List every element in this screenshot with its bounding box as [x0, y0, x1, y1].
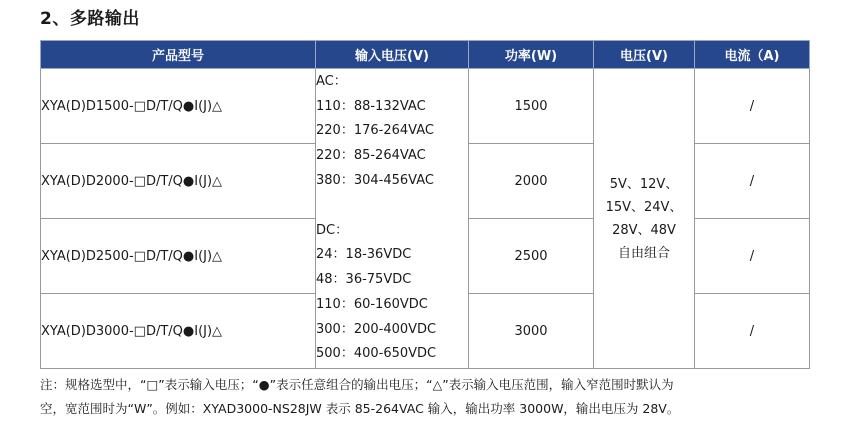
input-voltage-spacer	[316, 194, 468, 219]
footnote-line: 空，宽范围时为“W”。例如：XYAD3000-NS28JW 表示 85-264VAC 输入，输出功率 3000W，输出电压为 28V。	[40, 401, 680, 416]
input-voltage-line: AC：	[316, 73, 347, 89]
header-output-voltage: 电压(V)	[594, 41, 695, 69]
current-cell: /	[695, 219, 810, 294]
header-input-voltage: 输入电压(V)	[316, 41, 469, 69]
input-voltage-line: 300：200-400VDC	[316, 321, 437, 337]
footnote-line: 注：规格选型中，“□”表示输入电压；“●”表示任意组合的输出电压；“△”表示输入电压范围，输入窄范围时默认为	[40, 377, 674, 392]
power-cell: 2500	[469, 219, 594, 294]
power-cell: 3000	[469, 294, 594, 369]
input-voltage-line: 110：60-160VDC	[316, 296, 428, 312]
input-voltage-line: 220：85-264VAC	[316, 148, 426, 164]
output-voltage-line: 28V、48V	[612, 222, 676, 238]
multi-output-spec-table	[40, 40, 810, 369]
input-voltage-line: 24：18-36VDC	[316, 247, 412, 263]
table-row	[41, 69, 810, 144]
output-voltage-line: 自由组合	[617, 245, 670, 261]
current-cell: /	[695, 294, 810, 369]
input-voltage-line: 110：88-132VAC	[316, 98, 426, 114]
output-voltage-line: 15V、24V、	[605, 199, 683, 215]
header-current: 电流（A)	[695, 41, 810, 69]
input-voltage-line: 220：176-264VAC	[316, 123, 434, 139]
input-voltage-line: 380：304-456VAC	[316, 172, 434, 188]
output-voltage-line: 5V、12V、	[609, 176, 679, 192]
model-cell: XYA(D)D3000-□D/T/Q●I(J)△	[41, 294, 316, 369]
input-voltage-line: 48：36-75VDC	[316, 272, 412, 288]
header-model: 产品型号	[41, 41, 316, 69]
model-cell: XYA(D)D2500-□D/T/Q●I(J)△	[41, 219, 316, 294]
power-cell: 2000	[469, 144, 594, 219]
current-cell: /	[695, 144, 810, 219]
output-voltage-cell	[594, 69, 695, 369]
input-voltage-line: 500：400-650VDC	[316, 346, 437, 362]
section-title: 2、多路输出	[40, 9, 140, 29]
footnote	[40, 373, 820, 421]
power-cell: 1500	[469, 69, 594, 144]
current-cell: /	[695, 69, 810, 144]
model-cell: XYA(D)D2000-□D/T/Q●I(J)△	[41, 144, 316, 219]
table-header-row	[41, 41, 810, 69]
header-power: 功率(W)	[469, 41, 594, 69]
model-cell: XYA(D)D1500-□D/T/Q●I(J)△	[41, 69, 316, 144]
input-voltage-cell	[316, 69, 469, 369]
input-voltage-line: DC：	[316, 222, 349, 238]
